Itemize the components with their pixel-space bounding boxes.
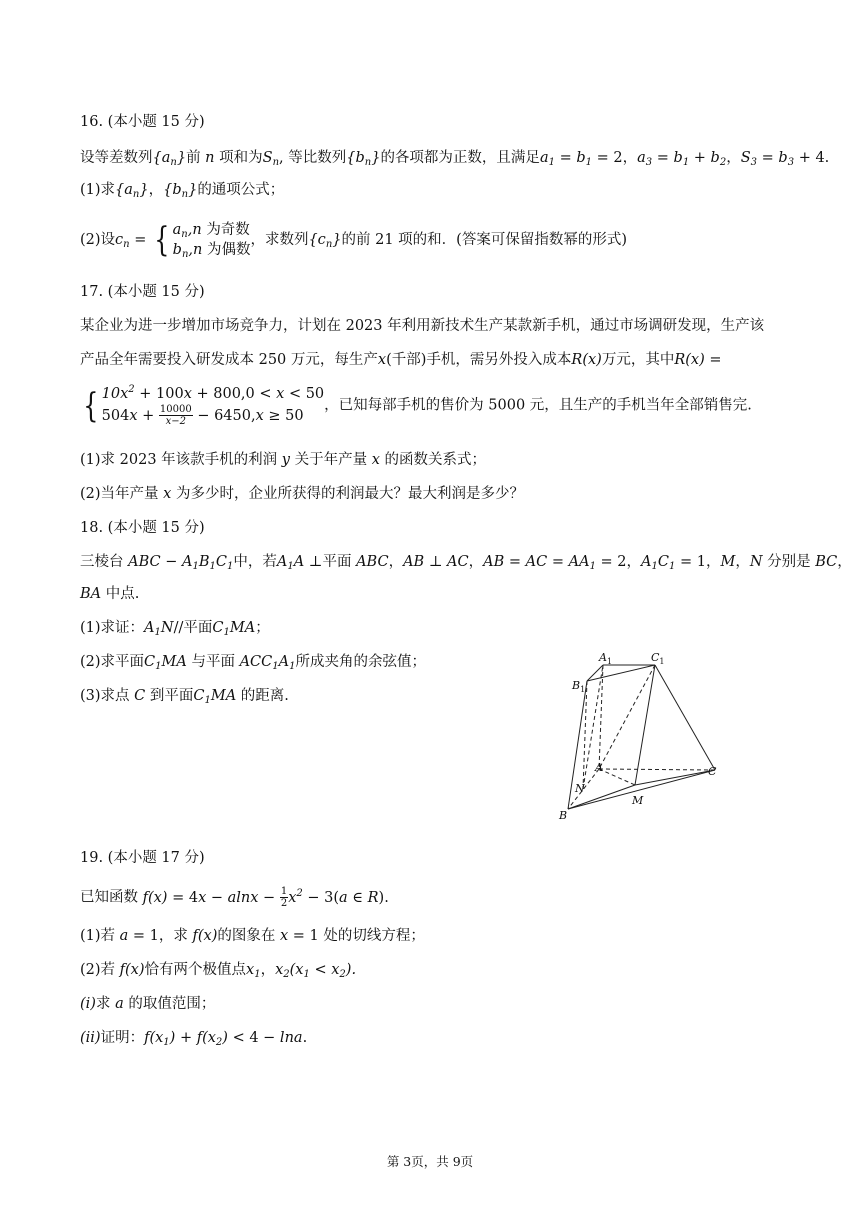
q17-line2: 产品全年需要投入研发成本 250 万元，每生产x(千部)手机，需另外投入成本R(x)万元，其中R(x) = (80, 352, 722, 368)
q17-header: 17. (本小题 15 分) (80, 284, 205, 300)
q19-part2-ii: (ii)证明：$f(x_1) + f(x_2) < 4 - \ln a$. (80, 1030, 308, 1048)
q19-header: 19. (本小题 17 分) (80, 850, 205, 866)
label-a1: $A_1$ (599, 651, 613, 666)
q19-part2-i: (i)求 a 的取值范围； (80, 996, 216, 1012)
q16-part2: (2)设$c_n$ = { $a_n,n$ 为奇数 $b_n,n$ 为偶数，求数列$\{c_n\}$的前 21 项的和．(答案可保留指数幂的形式) (80, 220, 627, 260)
label-a: A (595, 761, 603, 774)
label-c: C (708, 765, 717, 778)
label-b: B (559, 809, 568, 822)
frustum-figure (555, 645, 730, 825)
label-b1: $B_1$ (572, 679, 586, 694)
q16-stem: 设等差数列$\{a_n\}$前 n 项和为$S_n$, 等比数列$\{b_n\}$的各项都为正数，且满足$a_1 = b_1 = 2$，$a_3 = b_1 + b_2$，$S_3 = b_3 + 4$. (80, 150, 830, 168)
q18-header: 18. (本小题 15 分) (80, 520, 205, 536)
q17-part1: (1)求 2023 年该款手机的利润 y 关于年产量 x 的函数关系式； (80, 452, 486, 468)
q19-part2: (2)若 f(x)恰有两个极值点$x_1$，$x_2(x_1 < x_2)$. (80, 962, 357, 980)
q17-piecewise: { $10x^2 + 100x + 800,0 < x < 50$ 504x + $\frac{10000}{x-2}$ − 6450,x ≥ 50，已知每部手机的售价为 5000 元，且生产的手机当年全部销售完. (83, 384, 752, 427)
q17-line1: 某企业为进一步增加市场竞争力，计划在 2023 年利用新技术生产某款新手机，通过市场调研发现，生产该 (80, 318, 765, 334)
q18-stem: 三棱台 ABC − $A_1B_1C_1$中，若$A_1A$ ⊥平面 ABC，AB ⊥ AC，AB = AC = $AA_1 = 2$，$A_1C_1 = 1$，M，N 分别是 BC， (80, 554, 852, 572)
q18-part3: (3)求点 C 到平面$C_1MA$ 的距离. (80, 688, 289, 706)
label-m: M (632, 794, 644, 807)
q16-header: 16. (本小题 15 分) (80, 114, 205, 130)
q19-stem: 已知函数 f(x) = 4x − alnx − $\frac{1}{2}$ $x^2 - 3(a$ ∈ R). (80, 886, 389, 909)
q16-part1: (1)求$\{a_n\}$，$\{b_n\}$的通项公式； (80, 182, 285, 200)
q18-part2: (2)求平面$C_1MA$ 与平面 $ACC_1A_1$所成夹角的余弦值； (80, 654, 426, 672)
q19-part1: (1)若 a = 1，求 f(x)的图象在 x = 1 处的切线方程； (80, 928, 425, 944)
q18-part1: (1)求证：$A_1N//$平面$C_1MA$； (80, 620, 270, 638)
page-footer: 第 3页，共 9页 (386, 1154, 474, 1169)
q17-part2: (2)当年产量 x 为多少时，企业所获得的利润最大？最大利润是多少？ (80, 486, 524, 502)
q18-line2: BA 中点. (80, 586, 140, 602)
label-n: N (575, 782, 585, 795)
label-c1: $C_1$ (651, 651, 665, 666)
